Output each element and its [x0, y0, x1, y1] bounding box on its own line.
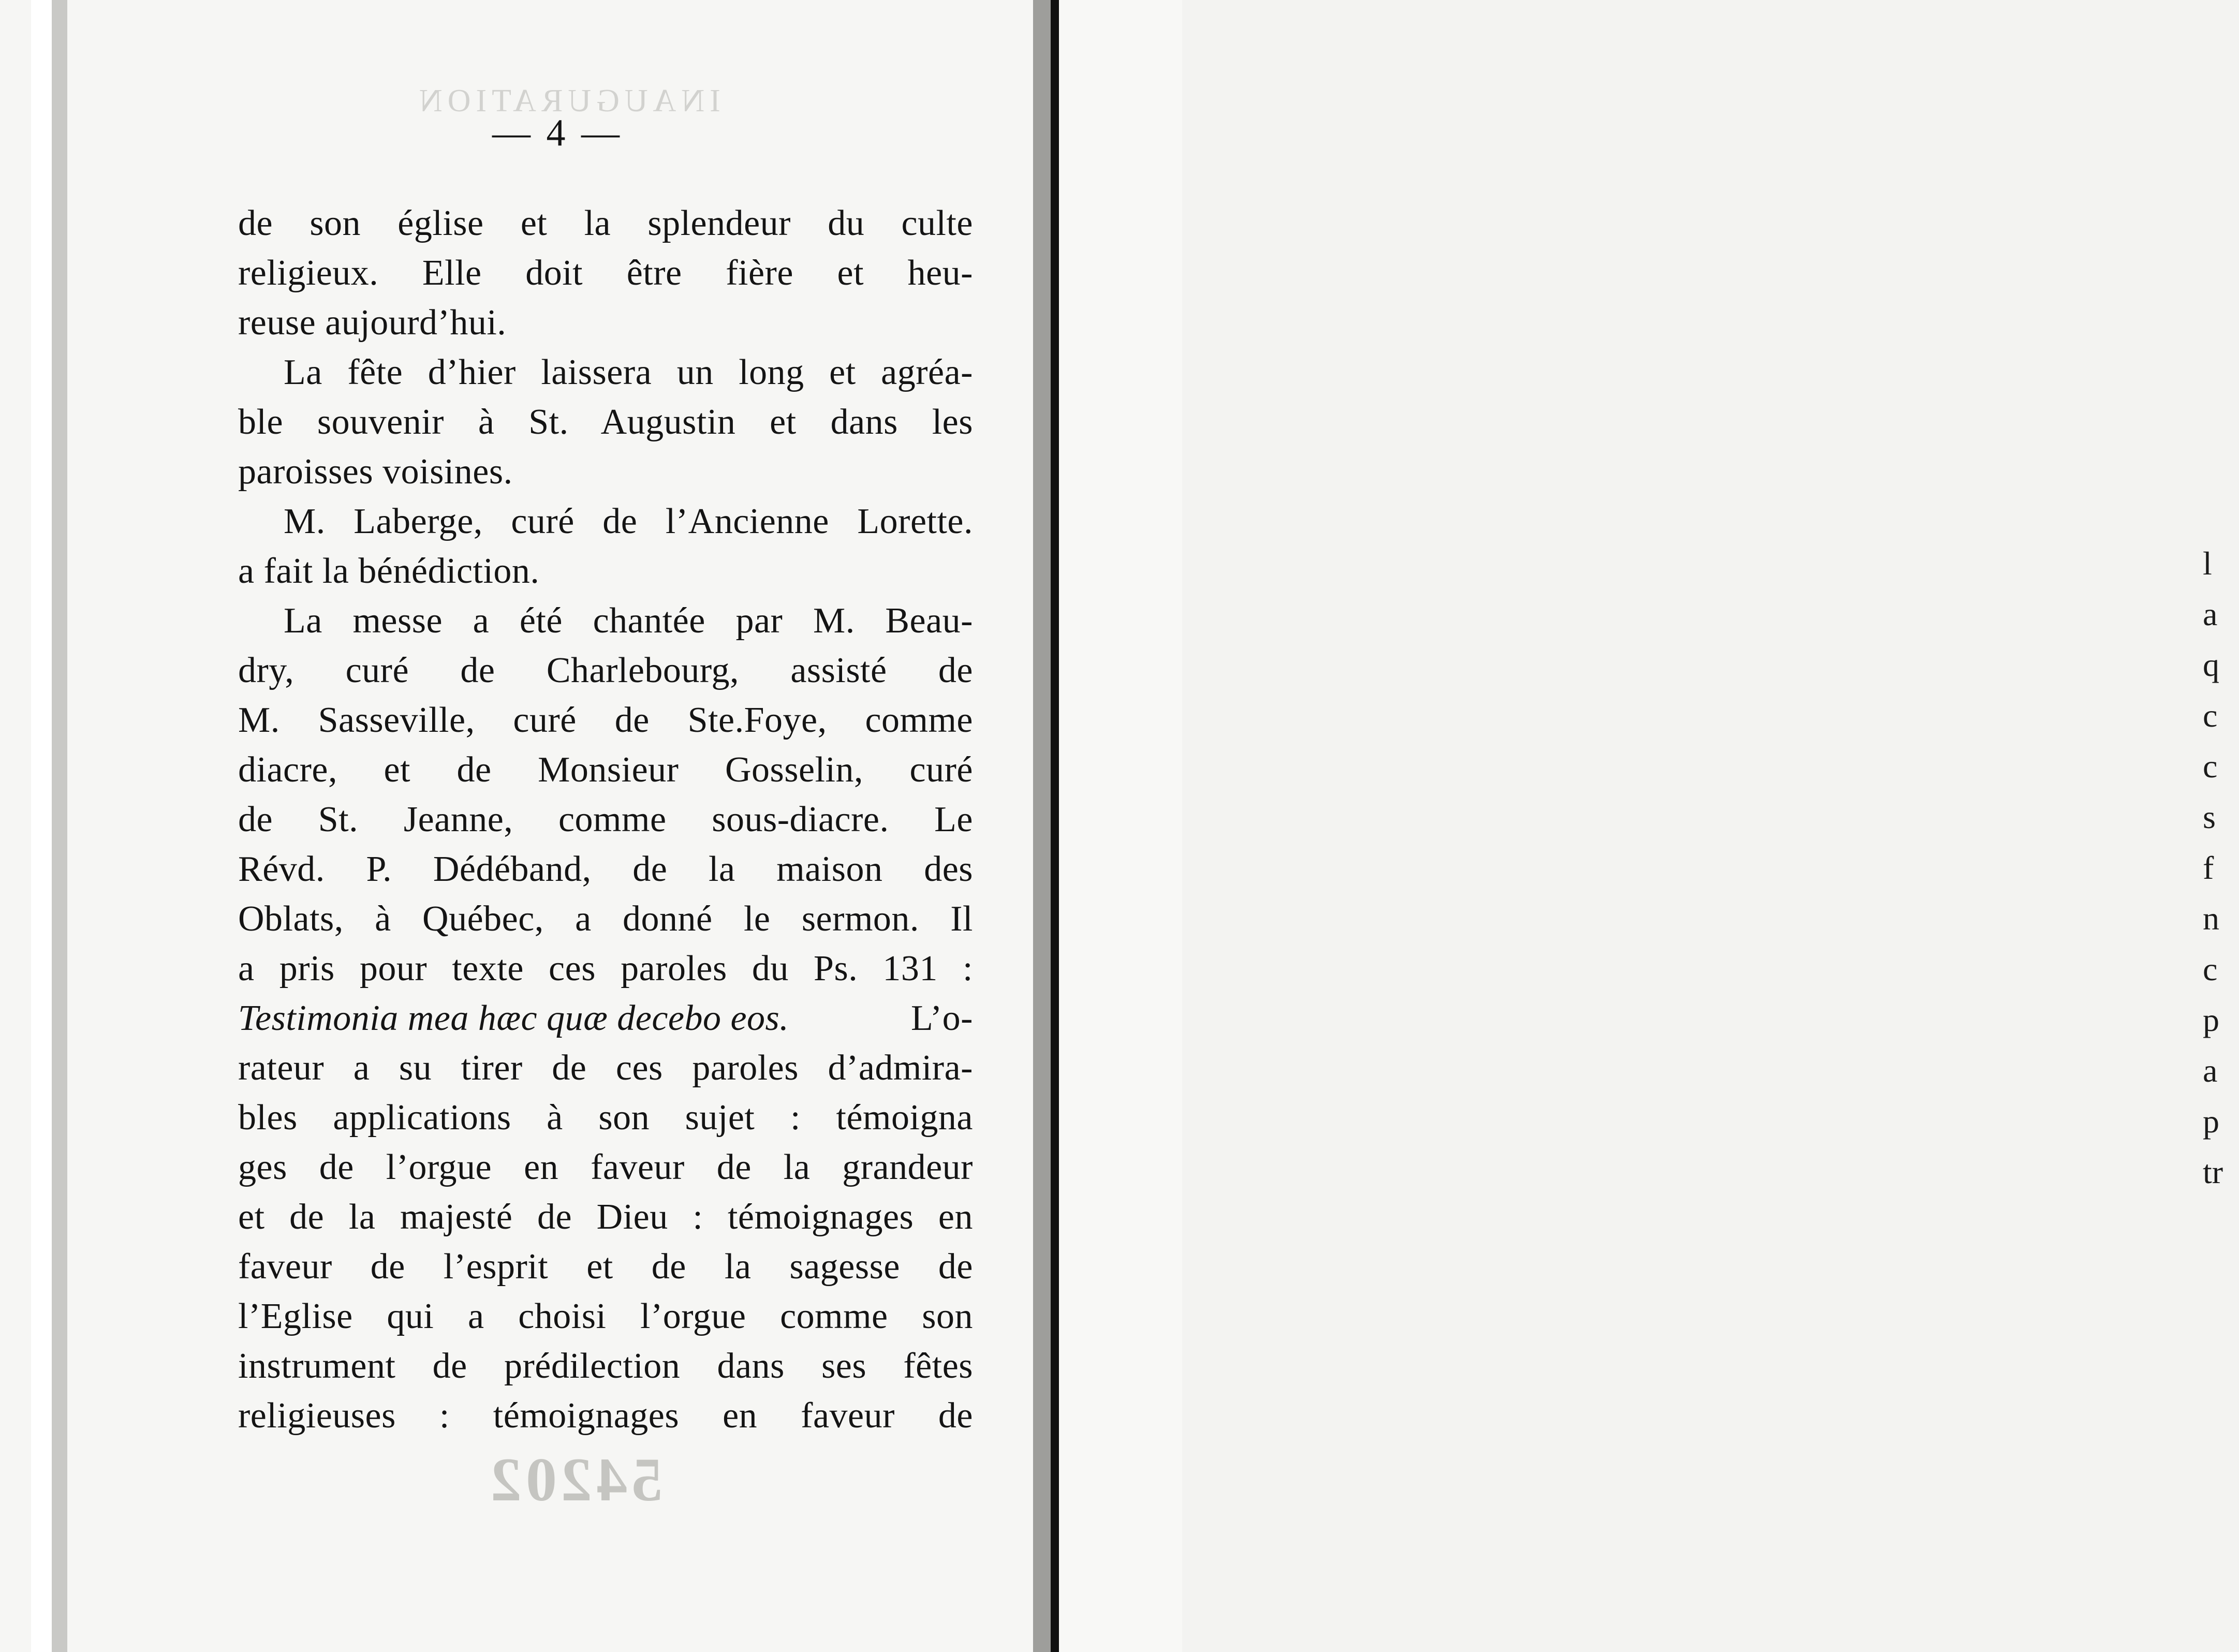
text-line: religieuses : témoignages en faveur de: [238, 1396, 973, 1436]
text-line: bles applications à son sujet : témoigna: [238, 1098, 973, 1138]
text-line: rateur a su tirer de ces paroles d’admira-: [238, 1048, 973, 1088]
text-line: reuse aujourd’hui.: [238, 303, 507, 343]
hyphenated-word: L’o-: [911, 998, 973, 1038]
text-line: M. Laberge, curé de l’Ancienne Lorette.: [284, 502, 973, 541]
facing-letter: c: [2203, 697, 2218, 734]
text-line: faveur de l’esprit et de la sagesse de: [238, 1247, 973, 1287]
facing-letter: c: [2203, 951, 2218, 987]
show-through-stamp: 54202: [487, 1445, 662, 1514]
text-line: M. Sasseville, curé de Ste.Foye, comme: [238, 700, 973, 740]
show-through-heading: INAUGURATION: [414, 83, 720, 119]
facing-letter: f: [2203, 849, 2214, 886]
text-line: paroisses voisines.: [238, 452, 513, 492]
facing-page-letters: [2203, 538, 2239, 1198]
text-line: de St. Jeanne, comme sous-diacre. Le: [238, 800, 973, 839]
text-line: l’Eglise qui a choisi l’orgue comme son: [238, 1296, 973, 1336]
text-line: ble souvenir à St. Augustin et dans les: [238, 402, 973, 442]
text-line: diacre, et de Monsieur Gosselin, curé: [238, 750, 973, 790]
text-line: religieux. Elle doit être fière et heu-: [238, 253, 973, 293]
text-line-italic: [238, 994, 973, 1043]
text-line: a fait la bénédiction.: [238, 551, 540, 591]
text-line: et de la majesté de Dieu : témoignages en: [238, 1197, 973, 1237]
text-line: dry, curé de Charlebourg, assisté de: [238, 651, 973, 690]
page-number: [0, 111, 1182, 155]
text-line: La messe a été chantée par M. Beau-: [284, 601, 973, 641]
facing-page: [1059, 0, 2223, 1652]
facing-letter: a: [2203, 596, 2218, 632]
facing-letter: q: [2203, 646, 2219, 683]
page-number-text: — 4 —: [492, 112, 623, 154]
facing-letter: a: [2203, 1052, 2218, 1089]
text-line: instrument de prédilection dans ses fêtes: [238, 1346, 973, 1386]
latin-quotation: Testimonia mea hæc quæ decebo eos.: [238, 998, 789, 1038]
left-margin: [31, 0, 54, 1652]
facing-letter: tr: [2203, 1154, 2223, 1190]
body-text: [238, 199, 973, 1441]
text-line: Oblats, à Québec, a donné le sermon. Il: [238, 899, 973, 939]
text-line: Révd. P. Dédéband, de la maison des: [238, 849, 973, 889]
text-line: de son église et la splendeur du culte: [238, 203, 973, 243]
facing-letter: p: [2203, 1001, 2219, 1038]
text-line: a pris pour texte ces paroles du Ps. 131 :: [238, 949, 973, 989]
facing-letter: l: [2203, 545, 2212, 582]
facing-letter: c: [2203, 748, 2218, 785]
facing-letter: n: [2203, 900, 2219, 937]
binding-shadow: [1033, 0, 1051, 1652]
facing-letter: p: [2203, 1103, 2219, 1140]
left-page-edge: [52, 0, 67, 1652]
text-line: La fête d’hier laissera un long et agréa-: [284, 352, 973, 392]
facing-letter: s: [2203, 799, 2216, 835]
text-line: ges de l’orgue en faveur de la grandeur: [238, 1147, 973, 1187]
binding-edge: [1051, 0, 1059, 1652]
